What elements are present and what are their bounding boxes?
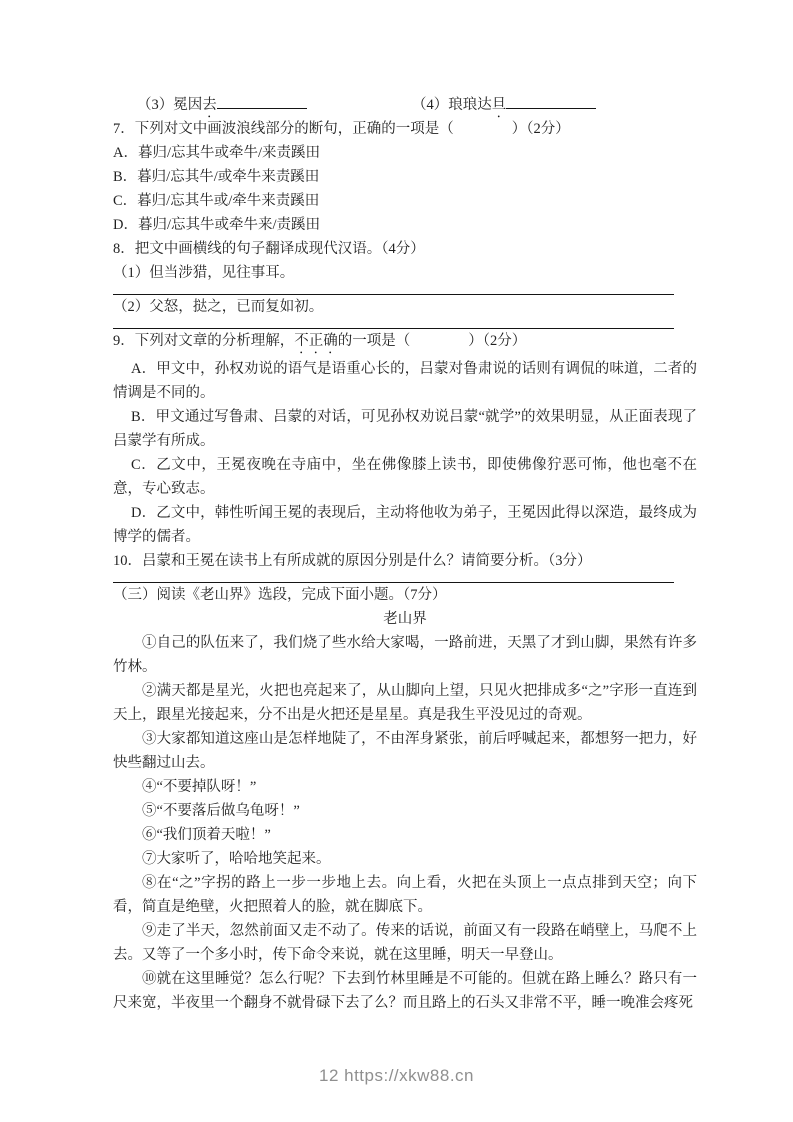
fill-blank-3-label: （3）冕因: [137, 97, 203, 113]
passage-paragraph-6: ⑥“我们顶着天啦！”: [142, 827, 271, 843]
passage-paragraph-7: ⑦大家听了，哈哈地笑起来。: [142, 851, 331, 867]
fill-blank-item-3: [137, 97, 307, 113]
question-7-option-b: B．暮归/忘其牛/或牵牛来责蹊田: [113, 169, 320, 185]
fill-blank-item-4: [412, 93, 596, 121]
page-footer: [0, 1066, 793, 1086]
question-9-stem-emphasis: 不正确: [294, 333, 338, 349]
section-3-heading: （三）阅读《老山界》选段，完成下面小题。（7分）: [113, 587, 447, 603]
answer-line: [113, 285, 674, 295]
question-8-stem: 8．把文中画横线的句子翻译成现代汉语。（4分）: [113, 241, 425, 257]
question-10-stem: 10．吕蒙和王冕在读书上有所成就的原因分别是什么？请简要分析。（3分）: [113, 553, 592, 569]
fill-blank-row: [113, 93, 697, 117]
fill-blank-4-answer-line: [506, 95, 596, 109]
question-7-stem: 7．下列对文中画波浪线部分的断句，正确的一项是（ ）（2分）: [113, 121, 570, 137]
fill-blank-4-label: （4）琅琅达: [412, 97, 492, 113]
question-9-option-d: D．乙文中，韩性听闻王冕的表现后，主动将他收为弟子，王冕因此得以深造，最终成为博学的儒者。: [113, 505, 697, 545]
question-9-option-b: B．甲文通过写鲁肃、吕蒙的对话，可见孙权劝说吕蒙“就学”的效果明显，从正面表现了吕蒙学有所成。: [113, 409, 697, 449]
passage-paragraph-5: ⑤“不要落后做乌龟呀！”: [142, 803, 300, 819]
passage-paragraph-1: ①自己的队伍来了，我们烧了些水给大家喝，一路前进，天黑了才到山脚，果然有许多竹林。: [113, 635, 697, 675]
exam-content: [113, 93, 697, 1015]
question-8-item-2: （2）父怒，挞之，已而复如初。: [113, 299, 324, 315]
passage-paragraph-8: ⑧在“之”字拐的路上一步一步地上去。向上看，火把在头顶上一点点排到天空；向下看，简直是绝壁，火把照着人的脸，就在脚底下。: [113, 875, 697, 915]
passage-title: 老山界: [383, 611, 427, 627]
question-9-stem-prefix: 9．下列对文章的分析理解，: [113, 333, 295, 349]
fill-blank-3-dotted-char: 去: [202, 97, 217, 113]
footer-text: 12 https://xkw88.cn: [318, 1066, 475, 1085]
passage-paragraph-3: ③大家都知道这座山是怎样地陡了，不由浑身紧张，前后呼喊起来，都想努一把力，好快些翻过山去。: [113, 731, 697, 771]
answer-line: [113, 319, 674, 329]
passage-paragraph-2: ②满天都是星光，火把也亮起来了，从山脚向上望，只见火把排成多“之”字形一直连到天上，跟星光接起来，分不出是火把还是星星。真是我生平没见过的奇观。: [113, 683, 697, 723]
question-7-option-d: D．暮归/忘其牛或牵牛来/责蹊田: [113, 217, 321, 233]
question-9-option-c: C．乙文中，王冕夜晚在寺庙中，坐在佛像膝上读书，即使佛像狞恶可怖，他也毫不在意，专心致志。: [113, 457, 697, 497]
passage-paragraph-9: ⑨走了半天，忽然前面又走不动了。传来的话说，前面又有一段路在峭壁上，马爬不上去。又等了一个多小时，传下命令来说，就在这里睡，明天一早登山。: [113, 923, 697, 963]
fill-blank-4-dotted-char: 旦: [491, 97, 507, 113]
section-divider-line: [113, 573, 674, 583]
passage-paragraph-4: ④“不要掉队呀！”: [142, 779, 257, 795]
question-7-option-a: A．暮归/忘其牛或牵牛/来责蹊田: [113, 145, 321, 161]
question-8-item-1: （1）但当涉猎，见往事耳。: [113, 265, 295, 281]
passage-paragraph-10: ⑩就在这里睡觉？怎么行呢？下去到竹林里睡是不可能的。但就在路上睡么？路只有一尺来宽，半夜里一个翻身不就骨碌下去了么？而且路上的石头又非常不平，睡一晚准会疼死: [113, 971, 697, 1011]
question-9-stem-suffix: 的一项是（ ）（2分）: [337, 333, 527, 349]
question-7-option-c: C．暮归/忘其牛或/牵牛来责蹊田: [113, 193, 320, 209]
fill-blank-3-answer-line: [217, 95, 307, 109]
question-9-stem: [113, 329, 697, 357]
question-9-option-a: A．甲文中，孙权劝说的语气是语重心长的，吕蒙对鲁肃说的话则有调侃的味道，二者的情调是不同的。: [113, 361, 697, 401]
